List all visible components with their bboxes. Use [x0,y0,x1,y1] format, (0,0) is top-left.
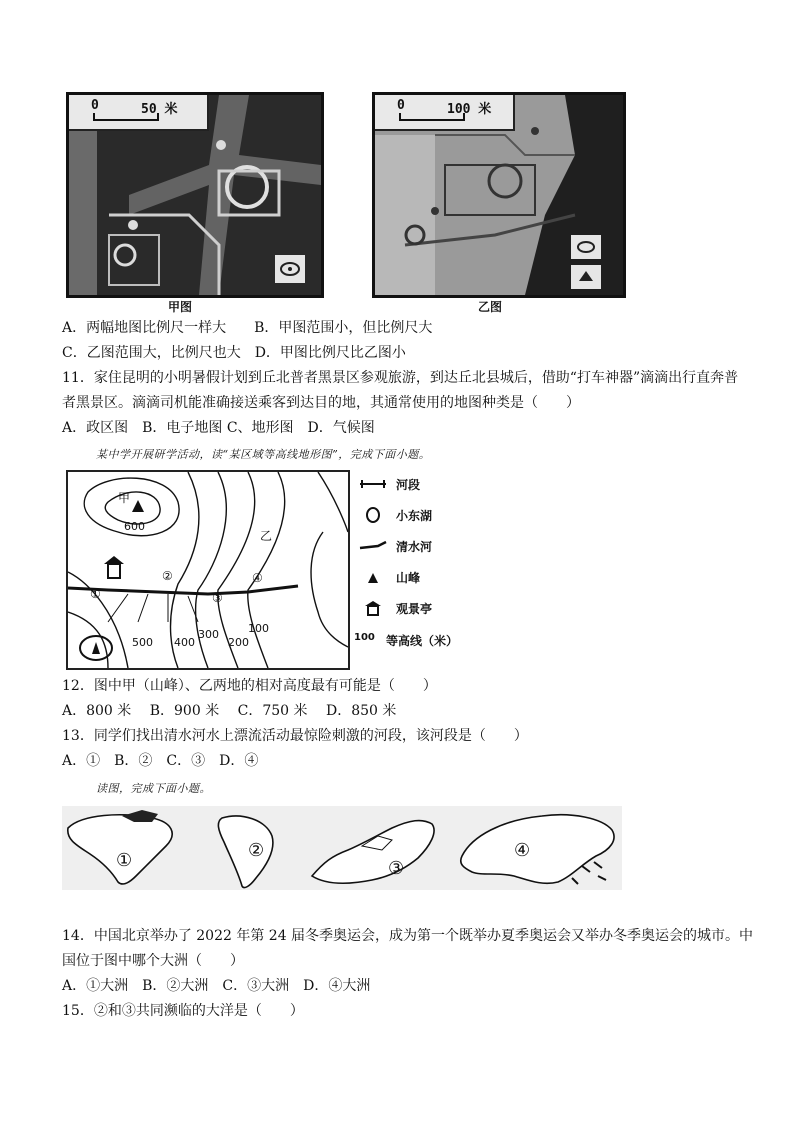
marker-2: ② [162,569,173,583]
legend-contour [354,630,494,650]
label-200: 200 [228,636,249,649]
continent-1-label: ① [116,850,133,871]
peak-icon [358,569,388,585]
q15-stem: 15．②和③共同濒临的大洋是（ ） [62,1003,304,1019]
q11-options: A．政区图 B．电子地图 C、地形图 D．气候图 [62,420,375,436]
contour-map-image [68,472,348,668]
contour-legend [354,470,494,670]
continent-2-label: ② [248,840,265,861]
pavilion-icon [358,600,388,616]
scale-zero-label: 0 [397,98,405,113]
marker-4: ④ [252,571,263,585]
map-yi [372,92,626,298]
legend-label: 河段 [396,478,421,492]
scale-bar-yi [375,95,515,131]
scale-comparison-figure [66,92,626,312]
label-500: 500 [132,636,153,649]
q11-stem-line1: 11．家住昆明的小明暑假计划到丘北普者黑景区参观旅游，到达丘北县城后，借助“打车神器”滴滴出行直奔普 [62,370,739,386]
label-400: 400 [174,636,195,649]
label-yi: 乙 [260,529,273,543]
q14-stem-line1: 14．中国北京举办了 2022 年第 24 届冬季奥运会，成为第一个既举办夏季奥运会又举办冬季奥运会的城市。中 [62,928,754,944]
intro-continents: 读图，完成下面小题。 [96,782,211,795]
intro-contour: 某中学开展研学活动，读“某区域等高线地形图”，完成下面小题。 [96,448,431,461]
continent-4-label: ④ [514,840,531,861]
marker-1: ① [90,587,101,601]
legend-pavilion [354,598,494,618]
continent-3-label: ③ [388,858,405,879]
caption-yi: 乙图 [478,300,503,314]
label-jia: 甲 [118,491,131,505]
river-icon [358,538,388,554]
legend-label: 山峰 [396,571,421,585]
legend-river-section [354,474,494,494]
q11-stem-line2: 者黑景区。滴滴司机能准确接送乘客到达目的地，其通常使用的地图种类是（ ） [62,395,580,411]
scale-distance-label: 100 米 [447,102,492,117]
scale-zero-label: 0 [91,98,99,113]
q13-options: A．① B．② C．③ D．④ [62,753,259,769]
caption-jia: 甲图 [168,300,193,314]
q14-options: A．①大洲 B．②大洲 C．③大洲 D．④大洲 [62,978,371,994]
q12-options: A．800 米 B．900 米 C．750 米 D．850 米 [62,703,397,719]
q10-options-line1: A．两幅地图比例尺一样大 B．甲图范围小，但比例尺大 [62,320,433,336]
river-section-icon [358,476,388,492]
legend-label: 小东湖 [396,509,433,523]
map-jia [66,92,324,298]
legend-label: 观景亭 [396,602,433,616]
marker-3: ③ [212,591,223,605]
lake-icon [358,507,388,523]
continents-figure [62,806,622,890]
legend-qingshui-river [354,536,494,556]
legend-label: 清水河 [396,540,433,554]
continents-image [62,806,622,890]
q13-stem: 13．同学们找出清水河水上漂流活动最惊险刺激的河段，该河段是（ ） [62,728,528,744]
contour-map-figure [66,470,486,670]
label-300: 300 [198,628,219,641]
q12-stem: 12．图中甲（山峰）、乙两地的相对高度最有可能是（ ） [62,678,437,694]
contour-map-frame [66,470,350,670]
q10-options-line2: C．乙图范围大，比例尺也大 D．甲图比例尺比乙图小 [62,345,406,361]
contour-prefix: 100 [354,632,375,643]
label-600: 600 [124,520,145,533]
legend-peak [354,567,494,587]
legend-lake [354,505,494,525]
label-100: 100 [248,622,269,635]
scale-bar-jia [69,95,209,131]
scale-distance-label: 50 米 [141,102,178,117]
q14-stem-line2: 国位于图中哪个大洲（ ） [62,953,244,969]
legend-label: 等高线（米） [386,634,459,648]
